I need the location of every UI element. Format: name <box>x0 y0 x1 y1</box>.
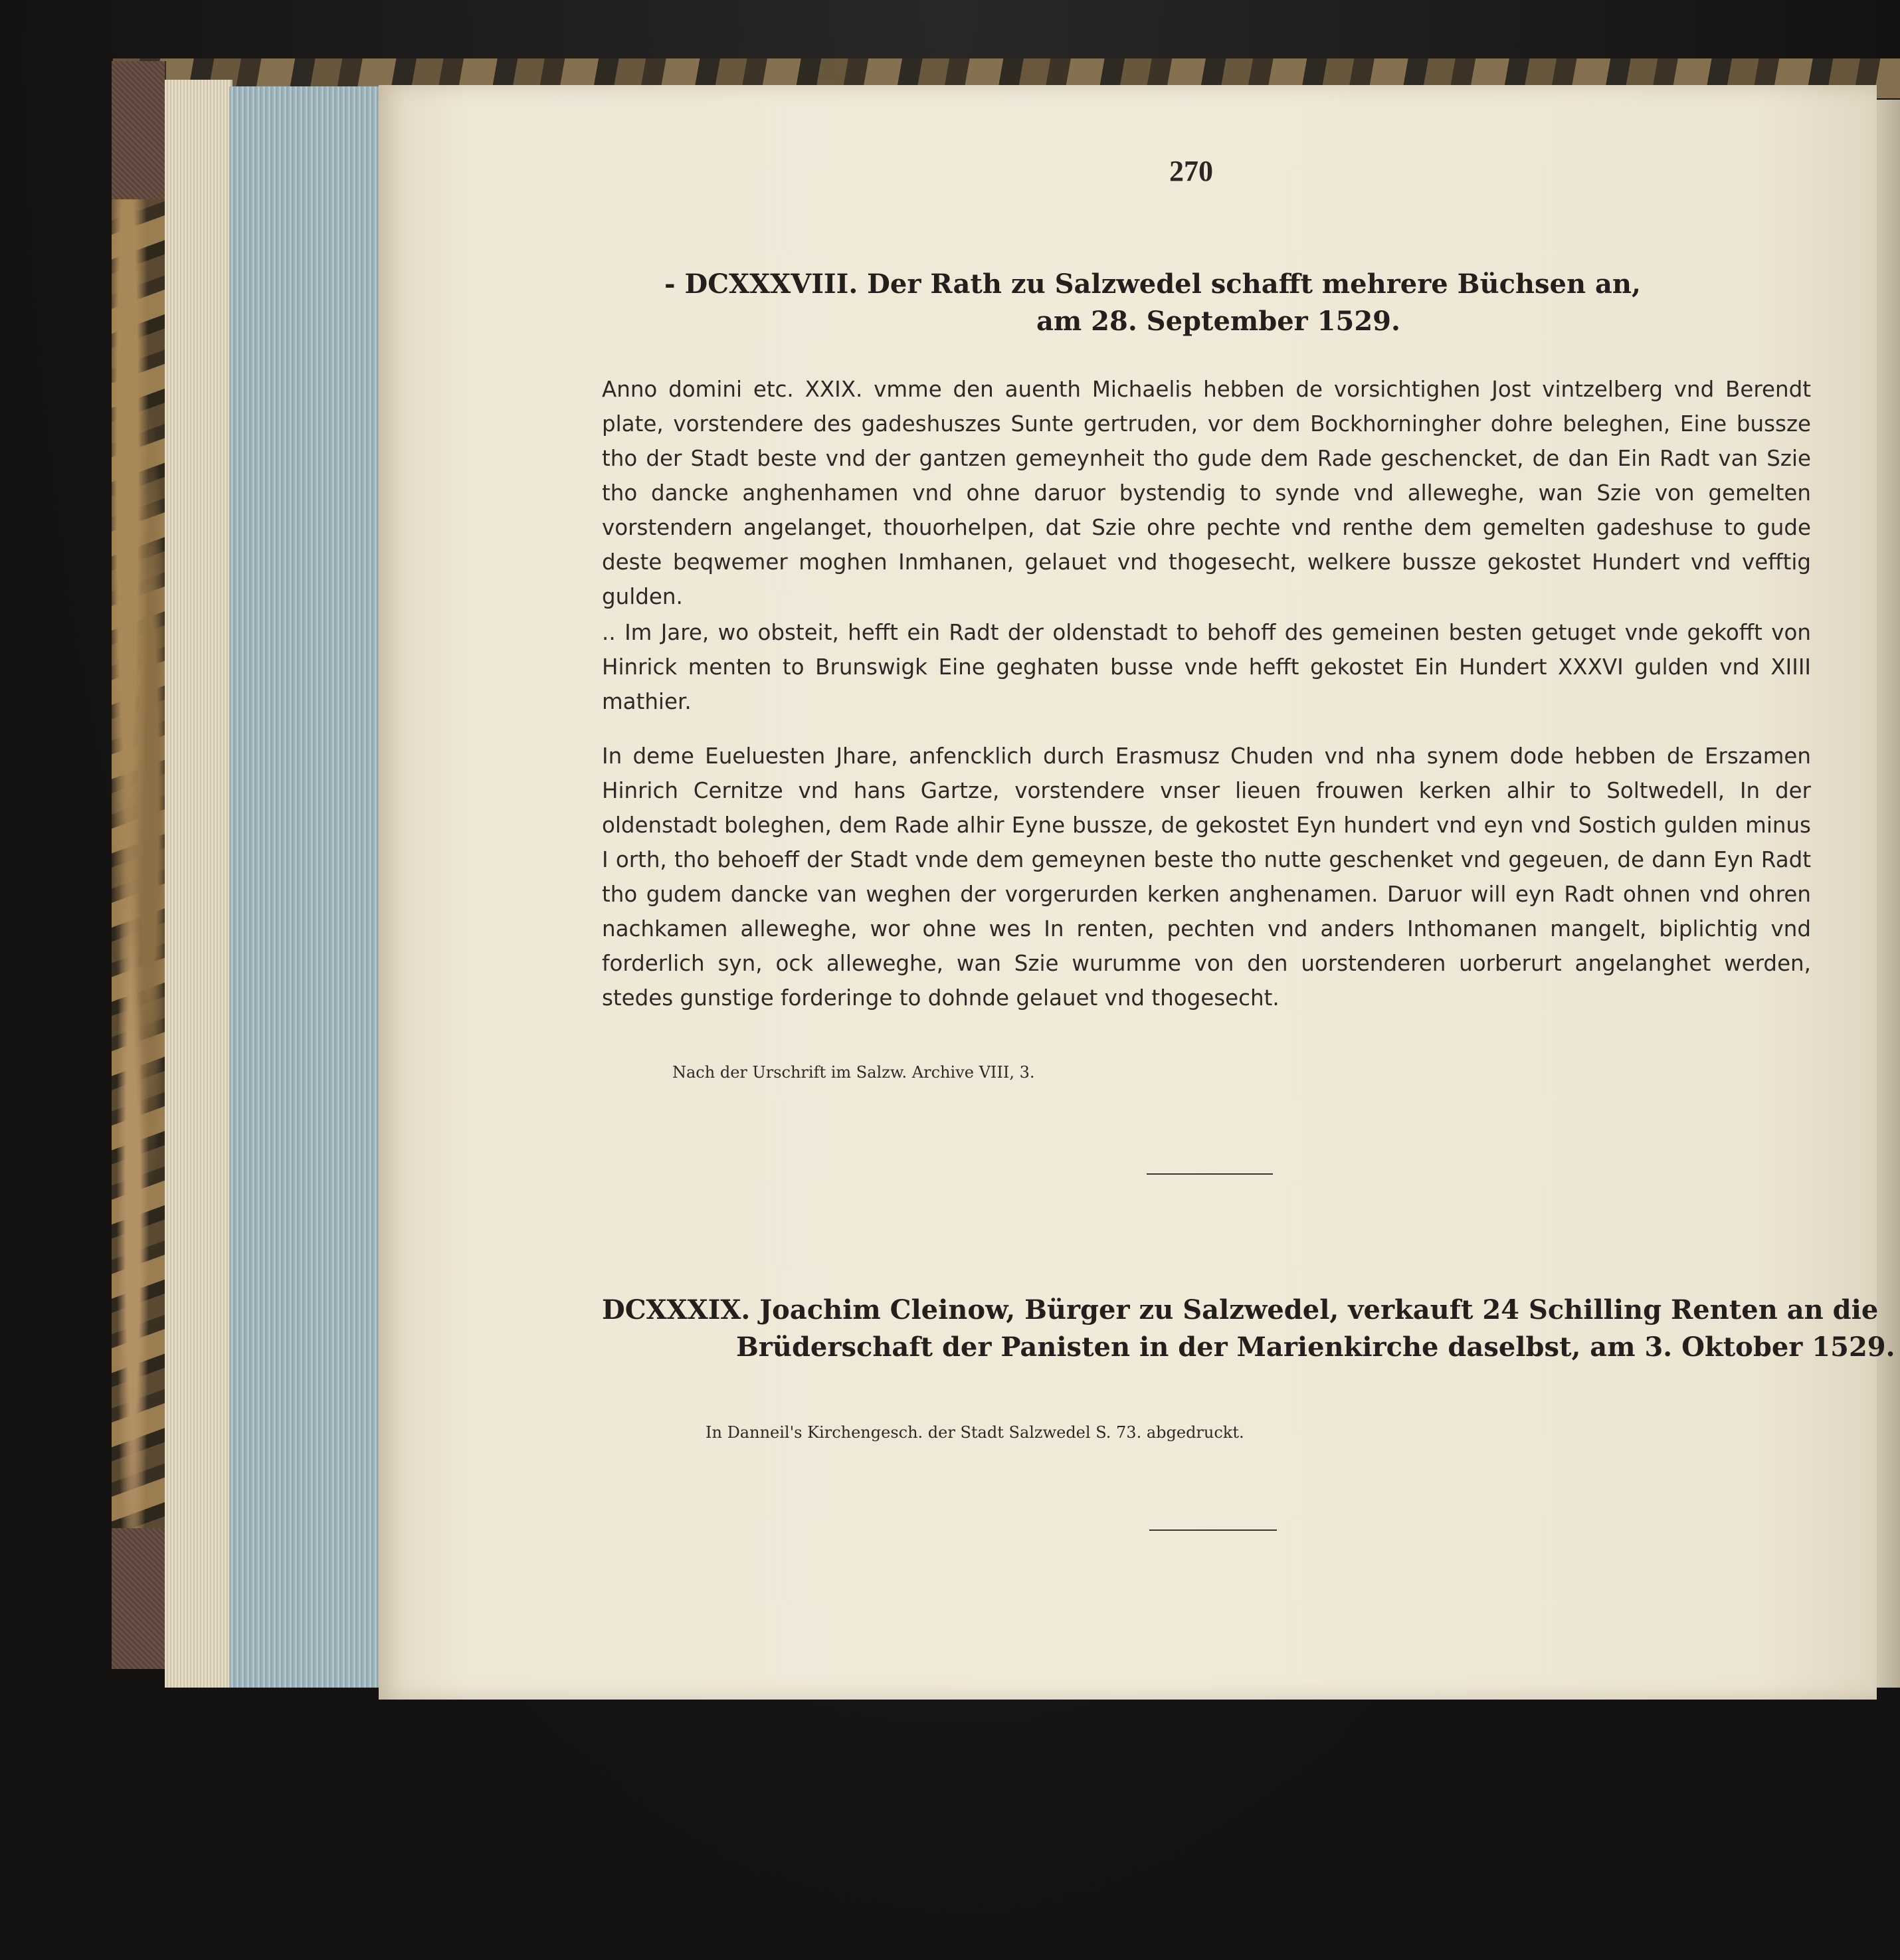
document-heading-1-line-1: - DCXXXVIII. Der Rath zu Salzwedel schafft mehrere Büchsen an, <box>664 268 1641 300</box>
section-divider-2 <box>1149 1529 1277 1531</box>
paragraph-1: Anno domini etc. XXIX. vmme den auenth Michaelis hebben de vorsichtighen Jost vintzelberg vnd Berendt plate, vorstendere des gadeshuszes Sunte gertruden, vor dem Bockhorningher dohre beleghen, Eine bussze tho der Stadt beste vnd der gantzen gemeynheit tho gude dem Rade geschencket, de dan Ein Radt van Szie tho dancke anghenhamen vnd ohne daruor bystendig to synde vnd alleweghe, wan Szie von gemelten vorstendern angelanget, thouorhelpen, dat Szie ohre pechte vnd renthe dem gemelten gadeshuse to gude deste beqwemer moghen Inmhanen, gelauet vnd thogesecht, welkere bussze gekostet Hundert vnd vefftig gulden. <box>602 377 1811 609</box>
document-heading-2-line-1: DCXXXIX. Joachim Cleinow, Bürger zu Salzwedel, verkauft 24 Schilling Renten an die <box>602 1294 1879 1325</box>
marbled-board <box>112 199 165 1528</box>
section-divider-1 <box>1147 1173 1273 1175</box>
right-page-edge <box>1877 100 1900 1688</box>
page-edges <box>165 80 233 1688</box>
source-note-2: In Danneil's Kirchengesch. der Stadt Salzwedel S. 73. abgedruckt. <box>706 1423 1244 1442</box>
paragraph-2: .. Im Jare, wo obsteit, hefft ein Radt der oldenstadt to behoff des gemeinen besten getuget vnde gekofft von Hinrick menten to Brunswigk Eine geghaten busse vnde hefft gekostet Ein Hundert XXXVI gulden vnd XIIII mathier. <box>602 620 1811 714</box>
page-number: 270 <box>1169 155 1213 187</box>
source-note-1: Nach der Urschrift im Salzw. Archive VIII, 3. <box>672 1063 1035 1082</box>
document-heading-2-line-2: Brüderschaft der Panisten in der Marienkirche daselbst, am 3. Oktober 1529. <box>736 1331 1895 1363</box>
paragraph-3: In deme Eueluesten Jhare, anfencklich durch Erasmusz Chuden vnd nha synem dode hebben de Erszamen Hinrich Cernitze vnd hans Gartze, vorstendere vnser lieuen frouwen kerken alhir to Soltwedell, In der oldenstadt boleghen, dem Rade alhir Eyne bussze, de gekostet Eyn hundert vnd eyn vnd Sostich gulden minus I orth, tho behoeff der Stadt vnde dem gemeynen beste tho nutte geschenket vnd gegeuen, de dann Eyn Radt tho gudem dancke van weghen der vorgerurden kerken anghenamen. Daruor will eyn Radt ohnen vnd ohren nachkamen alleweghe, wor ohne wes In renten, pechten vnd anders Inthomanen mangelt, biplichtig vnd forderlich syn, ock alleweghe, wan Szie wurumme von den uorstenderen uorberurt angelanghet werden, stedes gunstige forderinge to dohnde gelauet vnd thogesecht. <box>602 743 1811 1011</box>
document-heading-1-line-2: am 28. September 1529. <box>1036 306 1400 337</box>
blue-fore-edge <box>229 86 379 1688</box>
